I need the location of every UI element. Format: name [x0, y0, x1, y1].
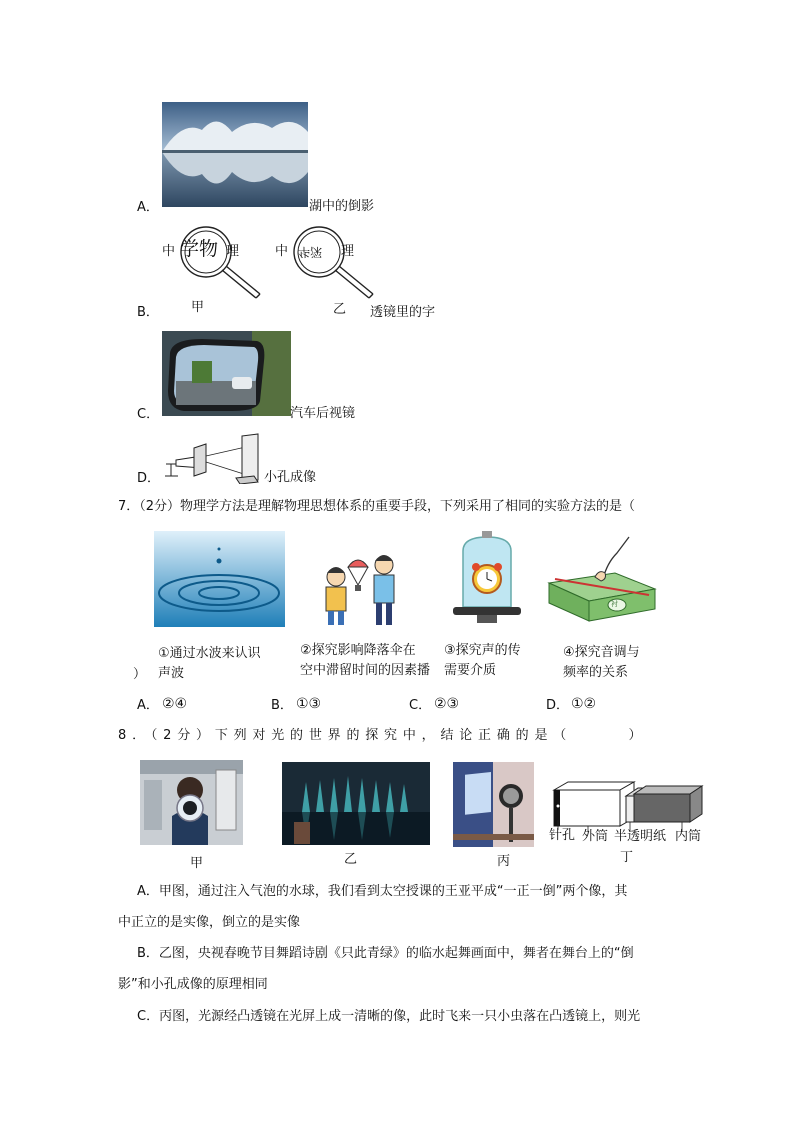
magnifier-jia-caption: 甲	[191, 300, 205, 315]
water-ripple-image	[154, 531, 285, 627]
magnifier-yi-pre: 中	[275, 244, 289, 259]
pinhole-imaging-diagram	[162, 432, 266, 484]
q8-option-a-line2: 中正立的是实像，倒立的是实像	[118, 915, 301, 930]
magnifier-diagram-jia	[160, 224, 270, 302]
ruler-box-image	[545, 533, 657, 627]
car-mirror-image	[162, 331, 291, 416]
magnifier-yi-lens: 华深	[298, 245, 323, 259]
magnifier-yi-post: 理	[341, 244, 355, 259]
q7-caption-3-l2: 需要介质	[444, 663, 497, 678]
magnifier-diagram-yi	[273, 224, 383, 302]
option-a-label: 湖中的倒影	[309, 199, 375, 214]
q8-option-b-line1: B．乙图，央视春晚节目舞蹈诗剧《只此青绿》的临水起舞画面中，舞者在舞台上的“倒	[137, 946, 634, 961]
q7-option-b-value: ①③	[296, 696, 322, 712]
option-b-letter: B．	[137, 305, 159, 320]
option-a-letter: A．	[137, 200, 159, 215]
magnifier-jia-post: 理	[226, 244, 240, 259]
q8-stem: 8．（2分）下列对光的世界的探究中，结论正确的是（ ）	[118, 728, 648, 743]
dance-stage-image	[282, 762, 430, 845]
q7-option-d-value: ①②	[571, 696, 597, 712]
q8-option-b-line2: 影”和小孔成像的原理相同	[118, 977, 268, 992]
pinhole-label-pinhole: 针孔	[549, 828, 576, 843]
box-label: 衬	[611, 600, 618, 608]
q8-caption-yi: 乙	[344, 852, 358, 867]
q7-caption-2-l2: 空中滞留时间的因素播	[300, 663, 431, 678]
parachute-kids-image	[318, 545, 406, 627]
q7-caption-4-l1: ④探究音调与	[563, 645, 640, 660]
option-c-letter: C．	[137, 407, 160, 422]
bell-jar-clock-image	[447, 529, 527, 627]
q7-option-a-letter: A．	[137, 698, 159, 713]
q8-caption-bing: 丙	[497, 854, 511, 869]
q7-option-a-value: ②④	[162, 696, 188, 712]
lens-screen-image	[453, 762, 534, 847]
q7-caption-2-l1: ②探究影响降落伞在	[300, 643, 416, 658]
q7-stem: 7．（2分）物理学方法是理解物理思想体系的重要手段，下列采用了相同的实验方法的是（	[118, 499, 636, 514]
q7-option-b-letter: B．	[271, 698, 293, 713]
q8-option-c-line1: C．丙图，光源经凸透镜在光屏上成一清晰的像，此时飞来一只小虫落在凸透镜上，则光	[137, 1009, 641, 1024]
q7-option-c-letter: C．	[409, 698, 432, 713]
q7-caption-3-l1: ③探究声的传	[444, 643, 521, 658]
q8-caption-jia: 甲	[190, 856, 204, 871]
lake-reflection-image	[162, 102, 308, 207]
q7-caption-1-l2: 声波	[158, 666, 185, 681]
q7-stem-end: ）	[133, 667, 147, 682]
q8-option-a-line1: A．甲图，通过注入气泡的水球，我们看到太空授课的王亚平成“一正一倒”两个像，其	[137, 884, 628, 899]
q7-caption-1-l1: ①通过水波来认识	[158, 646, 261, 661]
q8-caption-ding: 丁	[620, 850, 634, 865]
option-c-label: 汽车后视镜	[290, 406, 356, 421]
option-d-letter: D．	[137, 471, 161, 486]
space-lesson-image	[140, 760, 243, 845]
option-d-label: 小孔成像	[264, 470, 317, 485]
q7-option-d-letter: D．	[546, 698, 570, 713]
q7-caption-4-l2: 频率的关系	[563, 665, 629, 680]
magnifier-jia-pre: 中	[162, 244, 176, 259]
pinhole-label-inner: 内筒	[675, 829, 702, 844]
pinhole-label-paper: 半透明纸	[614, 829, 667, 844]
magnifier-yi-caption: 乙	[333, 302, 347, 317]
magnifier-jia-lens: 学物	[180, 238, 219, 260]
q7-option-c-value: ②③	[434, 696, 460, 712]
pinhole-label-outer: 外筒	[582, 829, 609, 844]
option-b-label: 透镜里的字	[370, 305, 436, 320]
